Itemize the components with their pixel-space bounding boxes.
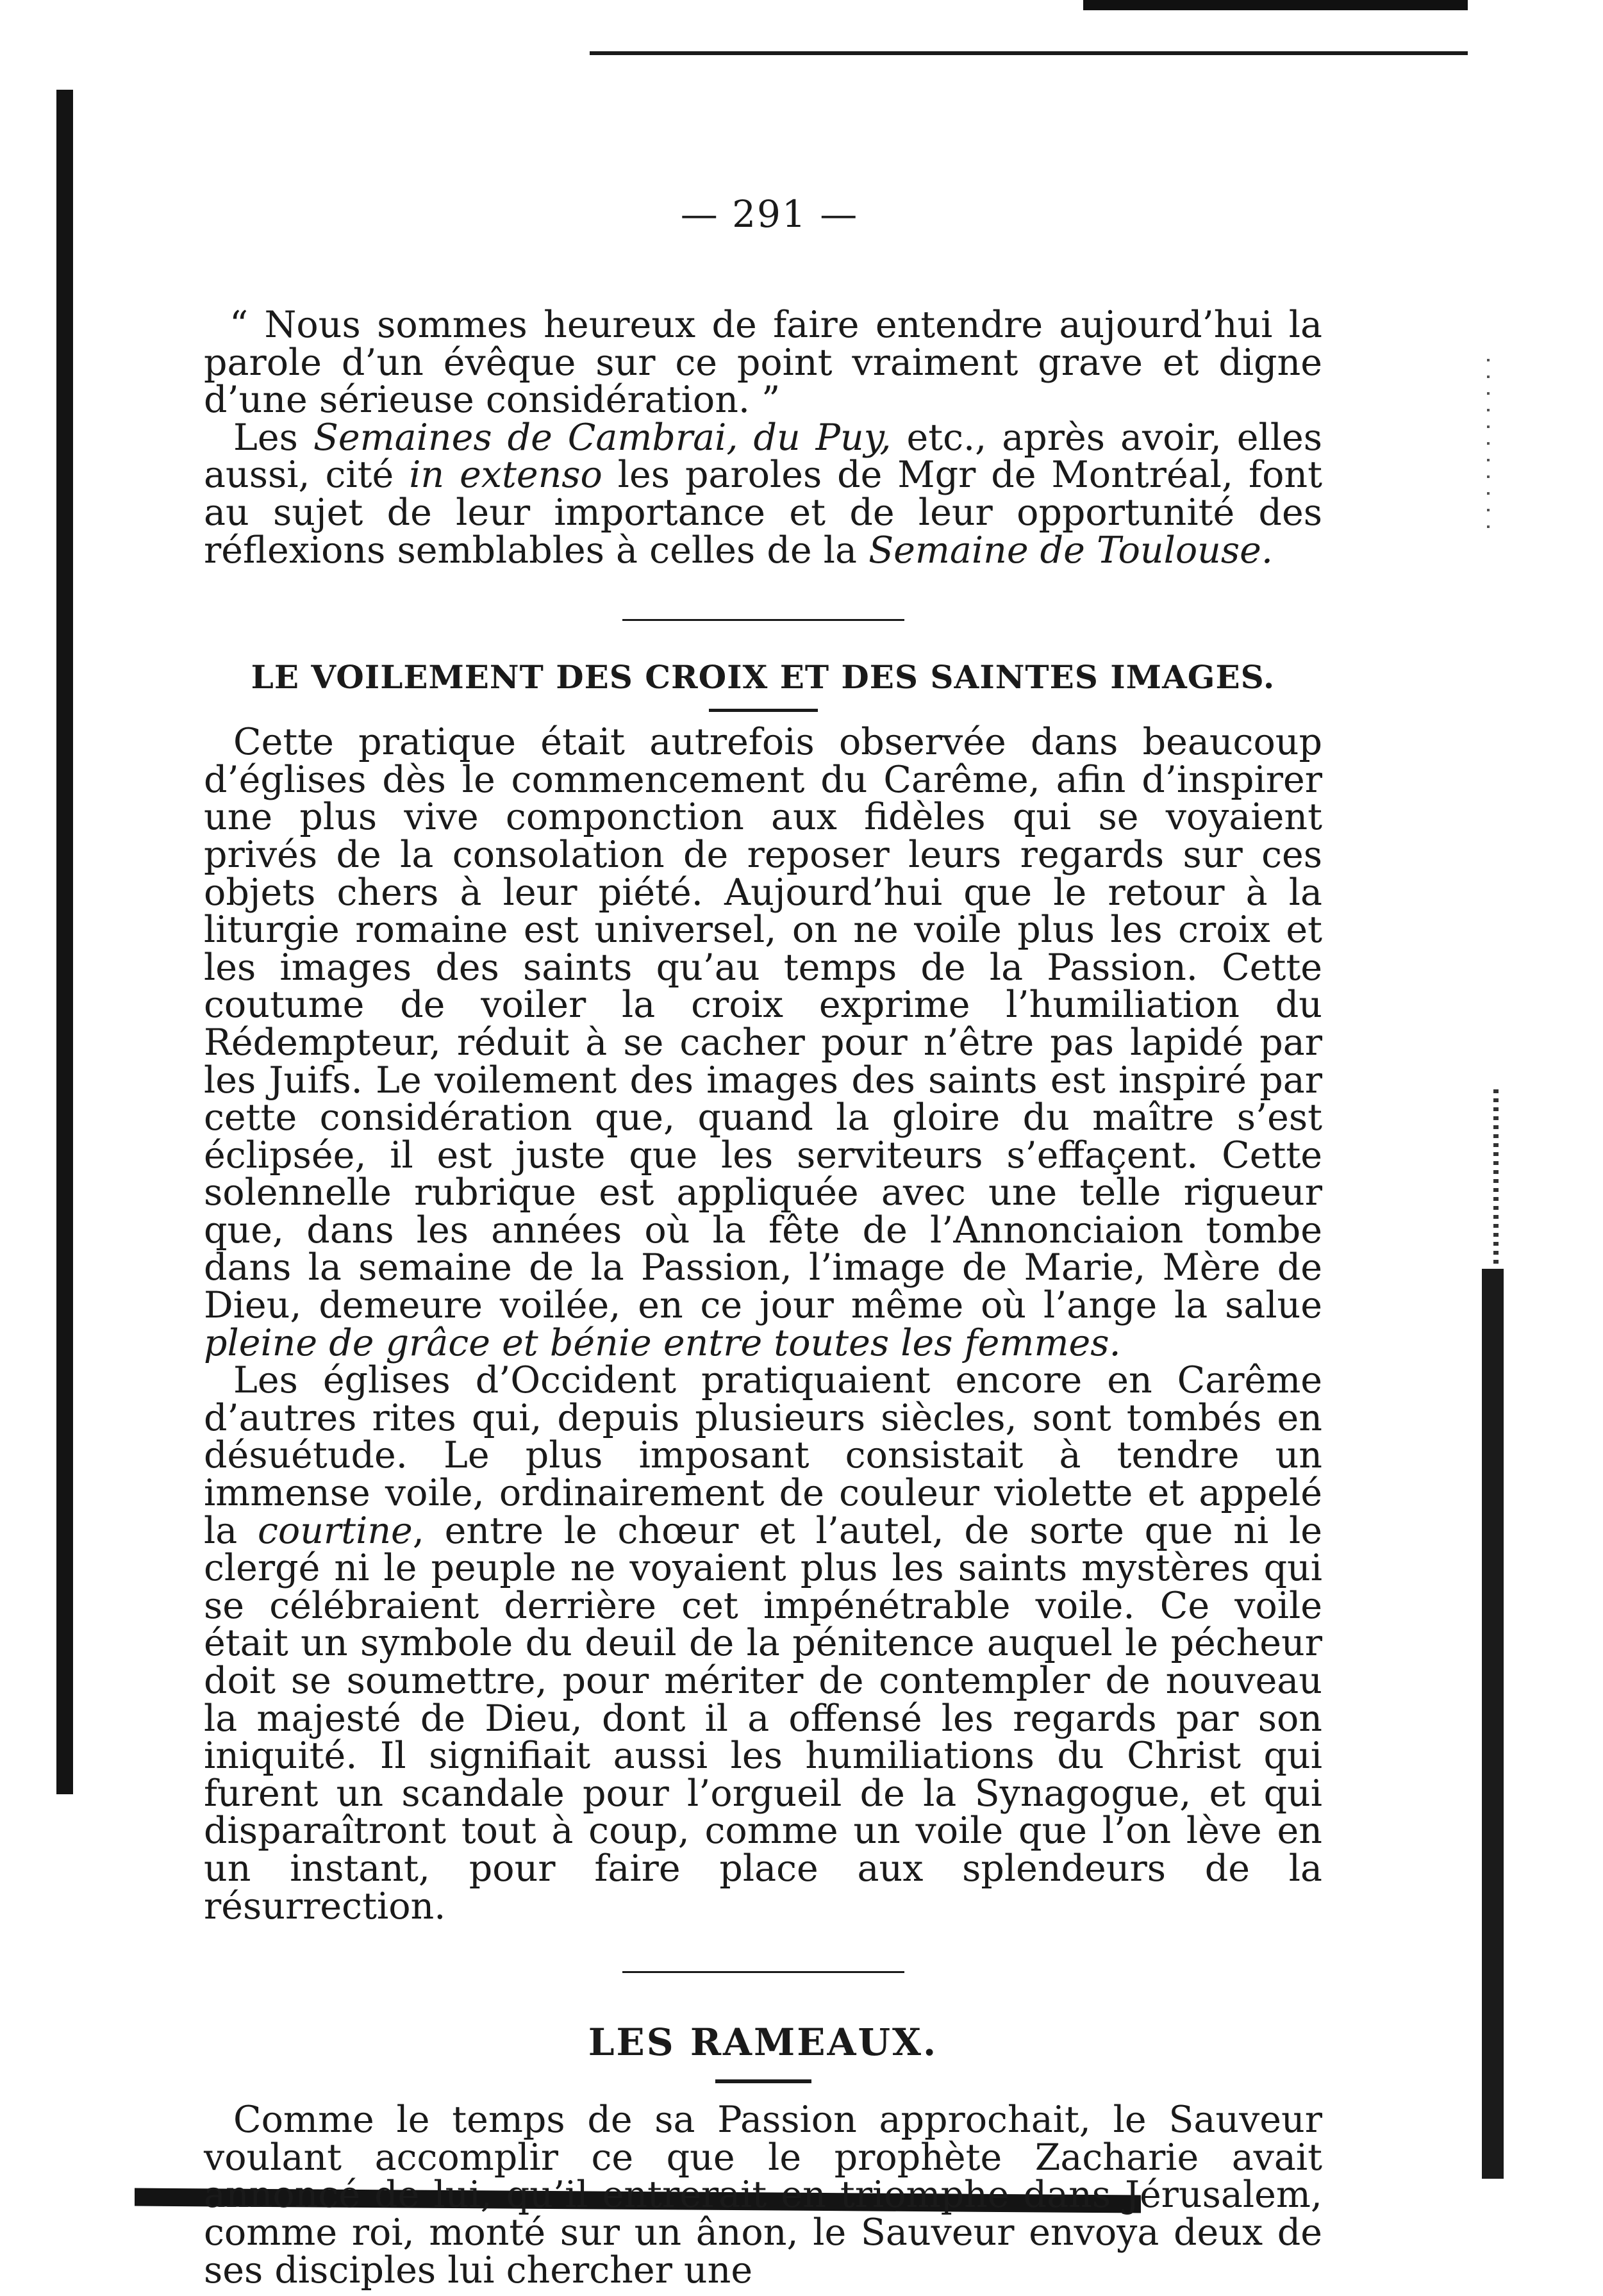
scan-right-specks	[1493, 1089, 1499, 1269]
page-number: — 291 —	[680, 192, 859, 236]
voilement-paragraph-1	[204, 723, 1322, 1362]
intro-text-3: les paroles de Mgr de Montréal, font au sujet de leur importance et de leur opportunité des réflexions semblables à celles de la	[204, 454, 1323, 572]
intro-italic-3: Semaine de Toulouse.	[868, 529, 1273, 572]
header-rule	[590, 51, 1468, 55]
voilement-p1-text: Cette pratique était autrefois observée dans beaucoup d’églises dès le commencement du Carême, afin d’inspirer une plus vive componction aux fidèles qui se voyaient privés de la consolation de reposer leurs regards sur ces objets chers à leur piété. Aujourd’hui que le retour à la liturgie romaine est universel, on ne voile plus les croix et les images des saints qu’au temps de la Passion. Cette coutume de voiler la croix exprime l’humiliation du Rédempteur, réduit à se cacher pour n’être pas lapidé par les Juifs. Le voilement des images des saints est inspiré par cette considération que, quand la gloire du maître s’est éclipsée, il est juste que les serviteurs s’effaçent. Cette solennelle rubrique est appliquée avec une telle rigueur que, dans les années où la fête de l’Annonciaion tombe dans la semaine de la Passion, l’image de Marie, Mère de Dieu, demeure voilée, en ce jour même où l’ange la salue	[204, 721, 1322, 1327]
intro-semaines-paragraph	[204, 416, 1323, 572]
scan-right-edge	[1482, 1269, 1504, 2179]
section-title-rameaux: LES RAMEAUX.	[588, 2020, 938, 2065]
intro-text-1: Les	[233, 416, 313, 459]
voilement-p2-italic: courtine	[257, 1509, 413, 1552]
intro-text-2: etc., après avoir, elles aussi, cité	[204, 416, 1322, 497]
voilement-paragraph-2	[204, 1359, 1322, 1928]
section-divider-2	[622, 1971, 904, 1973]
intro-italic-1: Semaines de Cambrai, du Puy,	[313, 416, 892, 459]
scan-top-edge	[1083, 0, 1468, 10]
voilement-p2-text-b: , entre le chœur et l’autel, de sorte que ni le clergé ni le peuple ne voyaient plus les saints mystères qui se célébraient derrière cet impénétrable voile. Ce voile était un symbole du deuil de la pénitence auquel le pécheur doit se soumettre, pour mériter de contempler de nouveau la majesté de Dieu, dont il a offensé les regards par son iniquité. Il signifiait aussi les humiliations du Christ qui furent un scandale pour l’orgueil de la Synagogue, et qui disparaîtront tout à coup, comme un voile que l’on lève en un instant, pour faire place aux splendeurs de la résurrection.	[204, 1509, 1322, 1928]
section-divider	[622, 619, 904, 621]
voilement-p2-text-a: Les églises d’Occident pratiquaient encore en Carême d’autres rites qui, depuis plusieurs siècles, sont tombés en désuétude. Le plus imposant consistait à tendre un immense voile, ordinairement de couleur violette et appelé la	[204, 1359, 1322, 1552]
rameaux-paragraph-1: Comme le temps de sa Passion approchait, le Sauveur voulant accomplir ce que le prophète Zacharie avait annoncé de lui, qu’il entrerait en triomphe dans Jérusalem, comme roi, monté sur un ânon, le Sauveur envoya deux de ses disciples lui chercher une	[204, 2099, 1322, 2292]
scan-left-edge	[56, 90, 73, 1794]
title-underline-2	[715, 2079, 811, 2083]
section-title-voilement: LE VOILEMENT DES CROIX ET DES SAINTES IMAGES.	[251, 658, 1275, 697]
intro-italic-2: in extenso	[409, 454, 602, 497]
voilement-p1-italic: pleine de grâce et bénie entre toutes les femmes.	[204, 1321, 1121, 1364]
title-underline	[709, 709, 818, 712]
page-content	[204, 192, 1323, 2292]
scan-right-dots	[1487, 359, 1490, 538]
intro-quote: “ Nous sommes heureux de faire entendre aujourd’hui la parole d’un évêque sur ce point vraiment grave et digne d’une sérieuse considération. ”	[204, 304, 1322, 422]
